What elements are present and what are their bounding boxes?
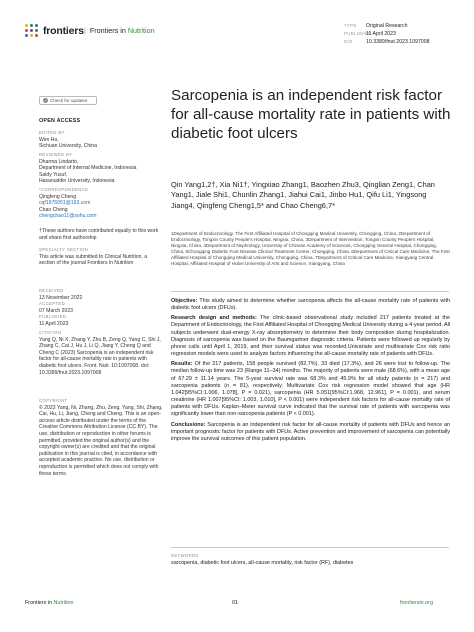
correspondent-name: Qingfeng Cheng <box>39 193 77 200</box>
article-title: Sarcopenia is an independent risk factor for all-cause mortality rate in patients with diabetic foot ulcers <box>171 87 451 142</box>
affiliations: 1Department of Endocrinology, The First Affiliated Hospital of Chongqing Medical University, Chongqing, China, 2Department of Endocrinology, Tongxin County People's Hospital, Ningxia, China, 3Department of Intervention, Tongxin County People's Hospital, Ningxia, China, 4Department of Nephrology, University of Chinese Academy of Sciences, Chongqing General Hospital, Chongqing, China, 5Chongqing Diabetic Foot Disease Clinical Treatment Center, Chongqing, China, 6Department of Critical Care Medicine, The First Affiliated Hospital of Chongqing Medical University, Chongqing, China, 7Department of Critical Care Medicine, Xiangyang Central Hospital, Affiliated Hospital of Hubei University of Arts and Science, Xiangyang, China <box>171 231 450 266</box>
journal-prefix: Frontiers in <box>89 26 126 35</box>
check-updates-button[interactable] <box>39 96 97 105</box>
frontiers-logo[interactable] <box>25 24 84 37</box>
check-updates-icon: ✓ <box>43 98 48 103</box>
journal-name[interactable] <box>84 26 155 35</box>
sidebar-reviewed-by <box>39 152 163 185</box>
meta-key: DOI <box>344 39 353 44</box>
copyright-text: © 2023 Yang, Ni, Zhang, Zhu, Zeng, Yang, Shi, Zhang, Cai, Hu, Li, Jiang, Cheng and Cheng. This is an open-access article distributed under the terms of the Creative Commons Attribution License (CC BY). The use, distribution or reproduction in other forums is permitted, provided the original author(s) and the copyright owner(s) are credited and that the original publication in this journal is cited, in accordance with accepted academic practice. No use, distribution or reproduction is permitted which does not comply with these terms. <box>39 404 163 477</box>
reviewed-by-label: REVIEWED BY <box>39 152 73 157</box>
divider <box>171 547 449 548</box>
section-label: Objective: <box>171 298 198 304</box>
logo-text: frontiers <box>43 24 84 37</box>
accepted-date: 07 March 2023 <box>39 307 73 314</box>
meta-value[interactable]: 10.3389/fnut.2023.1097008 <box>366 39 430 45</box>
journal-accent: Nutrition <box>127 26 155 35</box>
check-updates-label: Check for updates <box>50 98 88 103</box>
meta-doi[interactable] <box>344 38 429 46</box>
correspondent-email[interactable]: chengchao11@sohu.com <box>39 213 97 220</box>
reviewer-affil: Hasanuddin University, Indonesia <box>39 178 115 185</box>
abstract-objective <box>171 298 450 312</box>
abstract-methods <box>171 315 450 358</box>
sidebar-specialty <box>39 247 163 267</box>
sidebar-correspondence <box>39 187 163 220</box>
accepted-label: ACCEPTED <box>39 301 66 307</box>
divider: | <box>84 26 86 35</box>
citation-text: Yang Q, Ni X, Zhang Y, Zhu B, Zeng Q, Yang C, Shi J, Zhang C, Cai J, Hu J, Li Q, Jiang Y, Cheng Q and Cheng C (2023) Sarcopenia is an independent risk factor for all-cause mortality rate in patients with diabetic foot ulcers. Front. Nutr. 10:1097008. doi: 10.3389/fnut.2023.1097008 <box>39 336 161 376</box>
meta-key: TYPE <box>344 23 357 28</box>
correspondent-email[interactable]: cqf1976051@163.com <box>39 200 91 207</box>
correspondent-name: Chao Cheng <box>39 206 68 213</box>
specialty-label: SPECIALTY SECTION <box>39 247 89 252</box>
footer-site-link[interactable]: frontiersin.org <box>400 600 433 606</box>
published-date: 11 April 2023 <box>39 320 69 327</box>
meta-value: 11 April 2023 <box>366 31 396 37</box>
reviewer-name: Saldy Yusuf, <box>39 171 68 178</box>
abstract-conclusions <box>171 422 450 443</box>
footer-journal-accent: Nutrition <box>53 600 74 606</box>
specialty-text: This article was submitted to Clinical Nutrition, a section of the journal Frontiers in Nutrition <box>39 253 148 267</box>
author-list: Qin Yang1,2†, Xia Ni1†, Yingxiao Zhang1, Baozhen Zhu3, Qinglian Zeng1, Chan Yang1, Jiale Shi1, Chunlin Zhang1, Jiahui Cai1, Jinbo Hu1, Qifu Li1, Yingsong Jiang4, Qingfeng Cheng1,5* and Chao Cheng6,7* <box>171 180 435 210</box>
received-date: 13 November 2022 <box>39 294 83 301</box>
reviewer-name: Dharma Lindarto, <box>39 158 79 165</box>
section-text: Sarcopenia is an independent risk factor for all-cause mortality of patients with DFUs and hence an important prognostic factor for patients with DFUs. Active prevention and improvement of sarcopenia can potentially improve the survival outcomes of this patient population. <box>171 421 450 442</box>
meta-type <box>344 22 429 30</box>
sidebar-copyright <box>39 398 163 477</box>
meta-published <box>344 30 429 38</box>
meta-value: Original Research <box>366 23 408 29</box>
received-label: RECEIVED <box>39 288 64 293</box>
page-number: 01 <box>232 600 238 606</box>
citation-label: CITATION <box>39 330 62 335</box>
section-label: Research design and methods: <box>171 315 257 322</box>
footer-journal[interactable] <box>25 600 74 606</box>
section-text: The clinic-based observational study included 217 patients treated at the Department of Endocrinology, the First Affiliated Hospital of Chongqing Medical University during a 4-year period. All subjects underwent dual-energy X-ray absorptiometry to determine their body composition during hospitalization. Diagnosis of sarcopenia was based on the Baumgartner diagnostic criteria. Patients were followed up regularly by phone calls until April 1, 2019, and their survival status was recorded.Univariate and multivariate Cox risk ratio regression models were used to analyze factors influencing the all-cause mortality rate of patients with DFUs. <box>171 315 450 358</box>
footer-journal-prefix: Frontiers in <box>25 600 52 606</box>
meta-key: PUBLISHED <box>344 31 372 36</box>
reviewer-affil: Department of Internal Medicine, Indonesia <box>39 165 137 172</box>
editor-name: Wen Hu, <box>39 136 59 143</box>
keywords-label: KEYWORDS <box>171 553 199 558</box>
section-label: Conclusions: <box>171 421 206 428</box>
published-label: PUBLISHED <box>39 314 67 320</box>
frontiers-dots-icon <box>25 24 38 37</box>
keywords: sarcopenia, diabetic foot ulcers, all-cause mortality, risk factor (RF), diabetes <box>171 560 354 566</box>
divider <box>171 291 449 292</box>
editor-affil: Sichuan University, China <box>39 143 97 150</box>
abstract-results <box>171 361 450 418</box>
correspondence-label: *CORRESPONDENCE <box>39 187 89 192</box>
article-meta <box>344 22 429 46</box>
sidebar-edited-by <box>39 130 163 150</box>
sidebar-dates <box>39 288 163 328</box>
abstract <box>171 298 450 446</box>
open-access-label: OPEN ACCESS <box>39 118 81 124</box>
equal-contribution-note: †These authors have contributed equally to this work and share first authorship <box>39 228 159 241</box>
sidebar-citation <box>39 330 163 376</box>
section-label: Results: <box>171 361 193 368</box>
edited-by-label: EDITED BY <box>39 130 65 135</box>
section-text: Of the 217 patients, 158 people survived (82.7%), 33 died (17.3%), and 26 were lost to follow-up. The median follow-up time was 23 (Range 11–34) months. The majority of patients were male (68.6%), with a mean age of 67.29 ± 11.14 years. The 5-year survival rate was 68.3% and 45.9% for all study patients (n = 217) and sarcopenia patients (n = 81), respectively. Multivariate Cox risk regression model showed that age (HR 1.042[95%CI:1.006, 1.078], P = 0.021), sarcopenia (HR 5.051[95%CI:1.968, 12.961], P = 0.001), and serum creatinine (HR 1.007[95%CI: 1.003, 1.010], P < 0.001) were independent risk factors for all-cause mortality rate of patients with DFUs. Kaplan–Meier survival curve indicated that the survival rate of patients with sarcopenia was significantly lower than non-sarcopenia patients (P < 0.001). <box>171 361 450 418</box>
copyright-label: COPYRIGHT <box>39 398 68 403</box>
section-text: This study aimed to determine whether sarcopenia affects the all-cause mortality rate of patients with diabetic foot ulcers (DFUs). <box>171 298 450 312</box>
